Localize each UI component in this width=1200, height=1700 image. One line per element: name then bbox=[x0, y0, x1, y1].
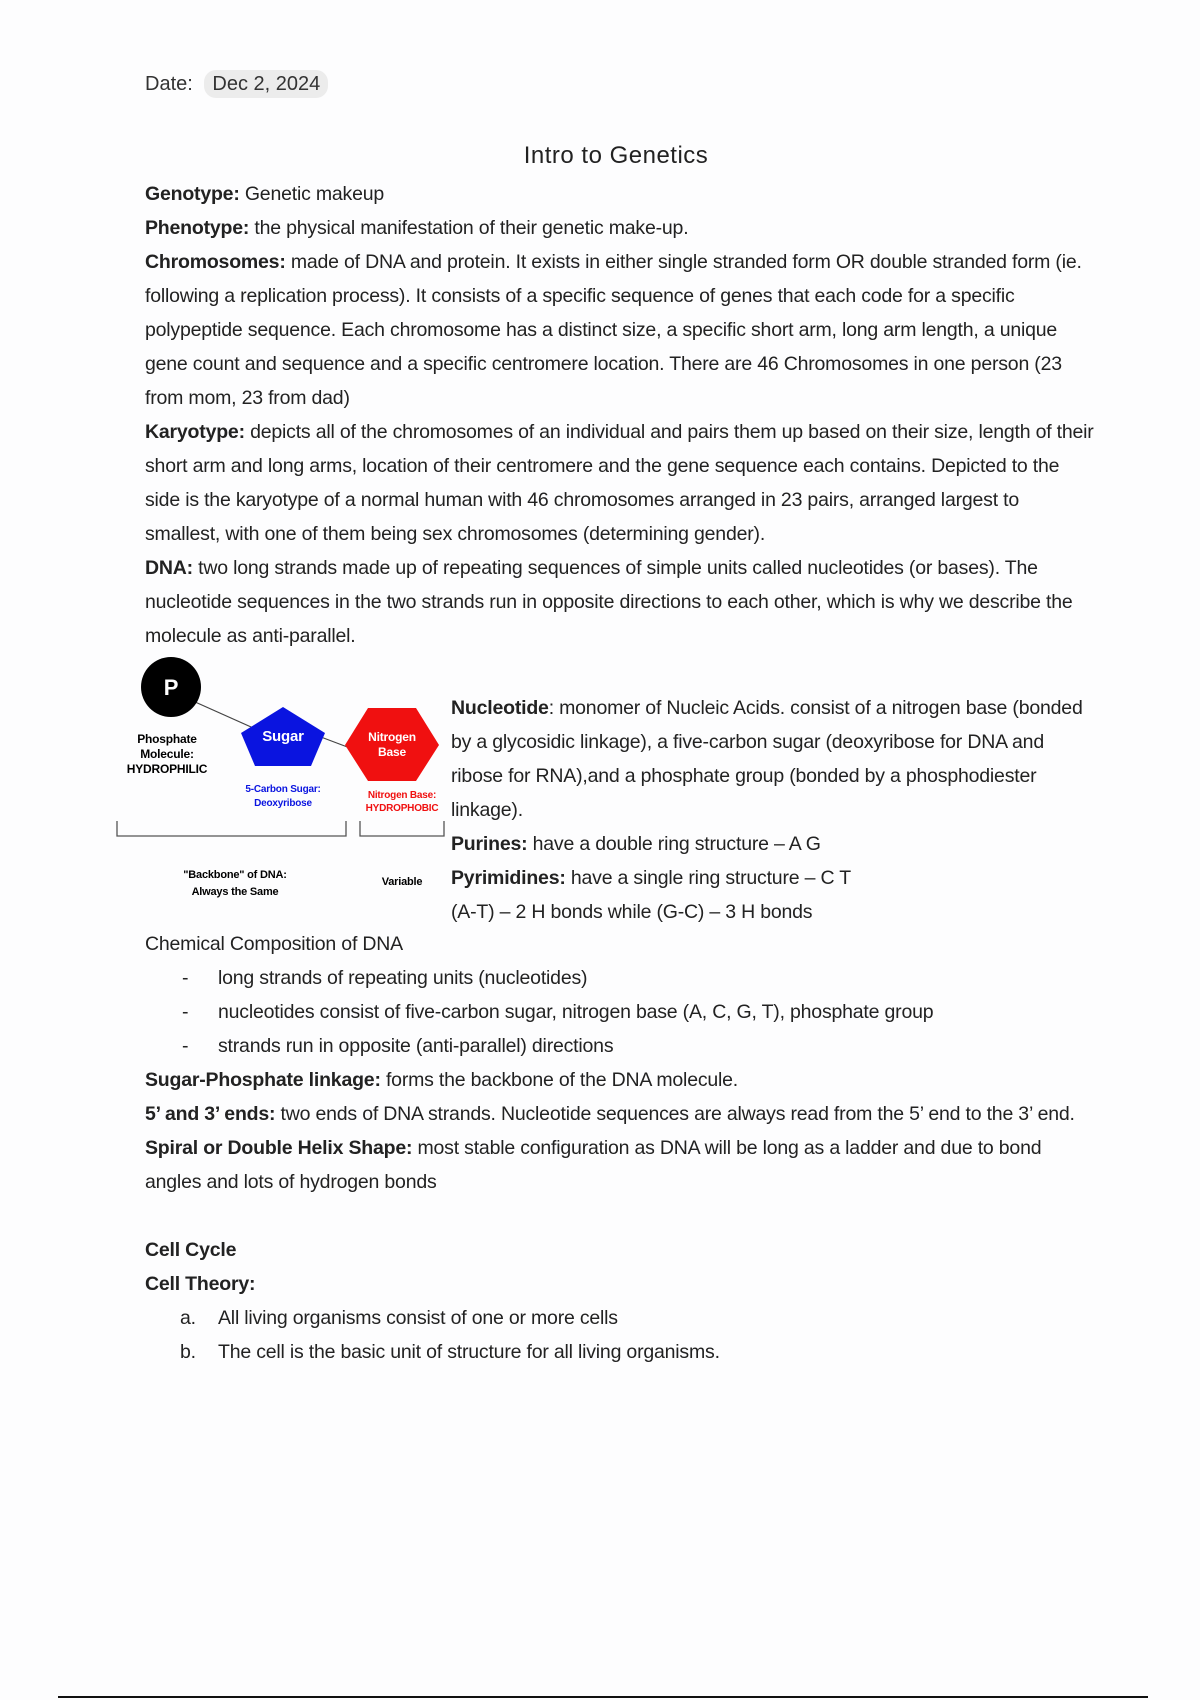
heading: Cell Theory: bbox=[145, 1273, 256, 1295]
term: Genotype: bbox=[145, 183, 240, 205]
definition: most stable configuration as DNA will be long as a ladder and due to bond angles and lots of hydrogen bonds bbox=[145, 1137, 1042, 1193]
base-label: Base bbox=[378, 745, 406, 759]
list-marker: a. bbox=[180, 1307, 196, 1329]
definition: (A-T) – 2 H bonds while (G-C) – 3 H bonds bbox=[451, 901, 813, 923]
backbone-caption: "Backbone" of DNA: bbox=[183, 869, 287, 881]
sugar-caption: Deoxyribose bbox=[254, 798, 312, 809]
term: Sugar-Phosphate linkage: bbox=[145, 1069, 381, 1091]
date-field bbox=[145, 73, 328, 96]
list-item: - strands run in opposite (anti-parallel) directions bbox=[180, 1029, 1095, 1063]
list-marker: b. bbox=[180, 1341, 196, 1363]
definition-ends bbox=[145, 1097, 1095, 1131]
definition: two ends of DNA strands. Nucleotide sequences are always read from the 5’ end to the 3’ end. bbox=[275, 1103, 1075, 1125]
hydrogen-bonds-note bbox=[451, 895, 1095, 929]
sugar-caption: 5-Carbon Sugar: bbox=[245, 784, 321, 795]
definition-genotype bbox=[145, 177, 1095, 211]
definition: two long strands made up of repeating sequences of simple units called nucleotides (or bases). The nucleotide sequences in the two strands run in opposite directions to each other, which is why we describe the molecule as anti-parallel. bbox=[145, 557, 1073, 647]
list-item: - long strands of repeating units (nucleotides) bbox=[180, 961, 1095, 995]
pyrimidines-definition bbox=[451, 861, 1095, 895]
cell-theory-heading bbox=[145, 1267, 1095, 1301]
nucleotide-diagram bbox=[115, 653, 451, 927]
composition-heading: Chemical Composition of DNA bbox=[145, 933, 403, 955]
term: Karyotype: bbox=[145, 421, 245, 443]
cell-theory-list bbox=[145, 1301, 1095, 1369]
definition: made of DNA and protein. It exists in either single stranded form OR double stranded form (ie. following a replication process). It consists of a specific sequence of genes that each code for a specific polypeptide sequence. Each chromosome has a distinct size, a specific short arm, long arm length, a unique gene count and sequence and a specific centromere location. There are 46 Chromosomes in one person (23 from mom, 23 from dad) bbox=[145, 251, 1082, 409]
term: Purines: bbox=[451, 833, 528, 855]
backbone-bracket bbox=[117, 821, 346, 836]
list-text: The cell is the basic unit of structure for all living organisms. bbox=[218, 1341, 720, 1363]
purines-definition bbox=[451, 827, 1095, 861]
composition-list bbox=[145, 961, 1095, 1063]
term: Nucleotide bbox=[451, 697, 549, 719]
nucleotide-notes bbox=[451, 691, 1095, 927]
nucleotide-section bbox=[126, 653, 1095, 927]
phosphate-caption: Phosphate bbox=[137, 732, 197, 746]
definition-karyotype bbox=[145, 415, 1095, 551]
term: DNA: bbox=[145, 557, 193, 579]
base-caption: HYDROPHOBIC bbox=[365, 803, 439, 814]
nucleotide-definition bbox=[451, 691, 1095, 827]
document-title: Intro to Genetics bbox=[523, 142, 709, 169]
phosphate-symbol: P bbox=[163, 675, 179, 700]
list-item bbox=[180, 1335, 1095, 1369]
cell-cycle-heading bbox=[145, 1233, 1095, 1267]
definition-chromosomes bbox=[145, 245, 1095, 415]
definition: the physical manifestation of their genetic make-up. bbox=[249, 217, 689, 239]
base-caption: Nitrogen Base: bbox=[367, 790, 437, 801]
date-label: Date: bbox=[145, 73, 193, 95]
variable-caption: Variable bbox=[381, 876, 423, 888]
definition: depicts all of the chromosomes of an individual and pairs them up based on their size, length of their short arm and long arms, location of their centromere and the gene sequence each contains. Depicted to the side is the karyotype of a normal human with 46 chromosomes arranged in 23 pairs, arranged largest to smallest, with one of them being sex chromosomes (determining gender). bbox=[145, 421, 1094, 545]
definition: Genetic makeup bbox=[239, 183, 385, 205]
sugar-label: Sugar bbox=[262, 728, 304, 745]
definition-dna bbox=[145, 551, 1095, 653]
base-label: Nitrogen bbox=[368, 730, 416, 744]
term: Phenotype: bbox=[145, 217, 250, 239]
date-chip[interactable]: Dec 2, 2024 bbox=[204, 70, 328, 98]
definition: have a double ring structure – A G bbox=[527, 833, 821, 855]
term: Pyrimidines: bbox=[451, 867, 566, 889]
term: Chromosomes: bbox=[145, 251, 286, 273]
list-item: - nucleotides consist of five-carbon sugar, nitrogen base (A, C, G, T), phosphate group bbox=[180, 995, 1095, 1029]
list-item bbox=[180, 1301, 1095, 1335]
variable-bracket bbox=[360, 821, 444, 836]
page-bottom-rule bbox=[58, 1696, 1148, 1698]
heading: Cell Cycle bbox=[145, 1239, 237, 1261]
phosphate-caption: HYDROPHILIC bbox=[126, 762, 208, 776]
definition-phenotype bbox=[145, 211, 1095, 245]
backbone-caption: Always the Same bbox=[191, 886, 279, 898]
definition-helix bbox=[145, 1131, 1095, 1199]
definition: : monomer of Nucleic Acids. consist of a nitrogen base (bonded by a glycosidic linkage), a five-carbon sugar (deoxyribose for DNA and ribose for RNA),and a phosphate group (bonded by a phosphodiester linkage). bbox=[451, 697, 1083, 821]
definition: have a single ring structure – C T bbox=[565, 867, 851, 889]
term: Spiral or Double Helix Shape: bbox=[145, 1137, 413, 1159]
definition-sugar-phosphate bbox=[145, 1063, 1095, 1097]
definition: forms the backbone of the DNA molecule. bbox=[380, 1069, 739, 1091]
phosphate-caption: Molecule: bbox=[140, 747, 194, 761]
document-body bbox=[126, 177, 1095, 1369]
list-text: All living organisms consist of one or more cells bbox=[218, 1307, 618, 1329]
term: 5’ and 3’ ends: bbox=[145, 1103, 276, 1125]
